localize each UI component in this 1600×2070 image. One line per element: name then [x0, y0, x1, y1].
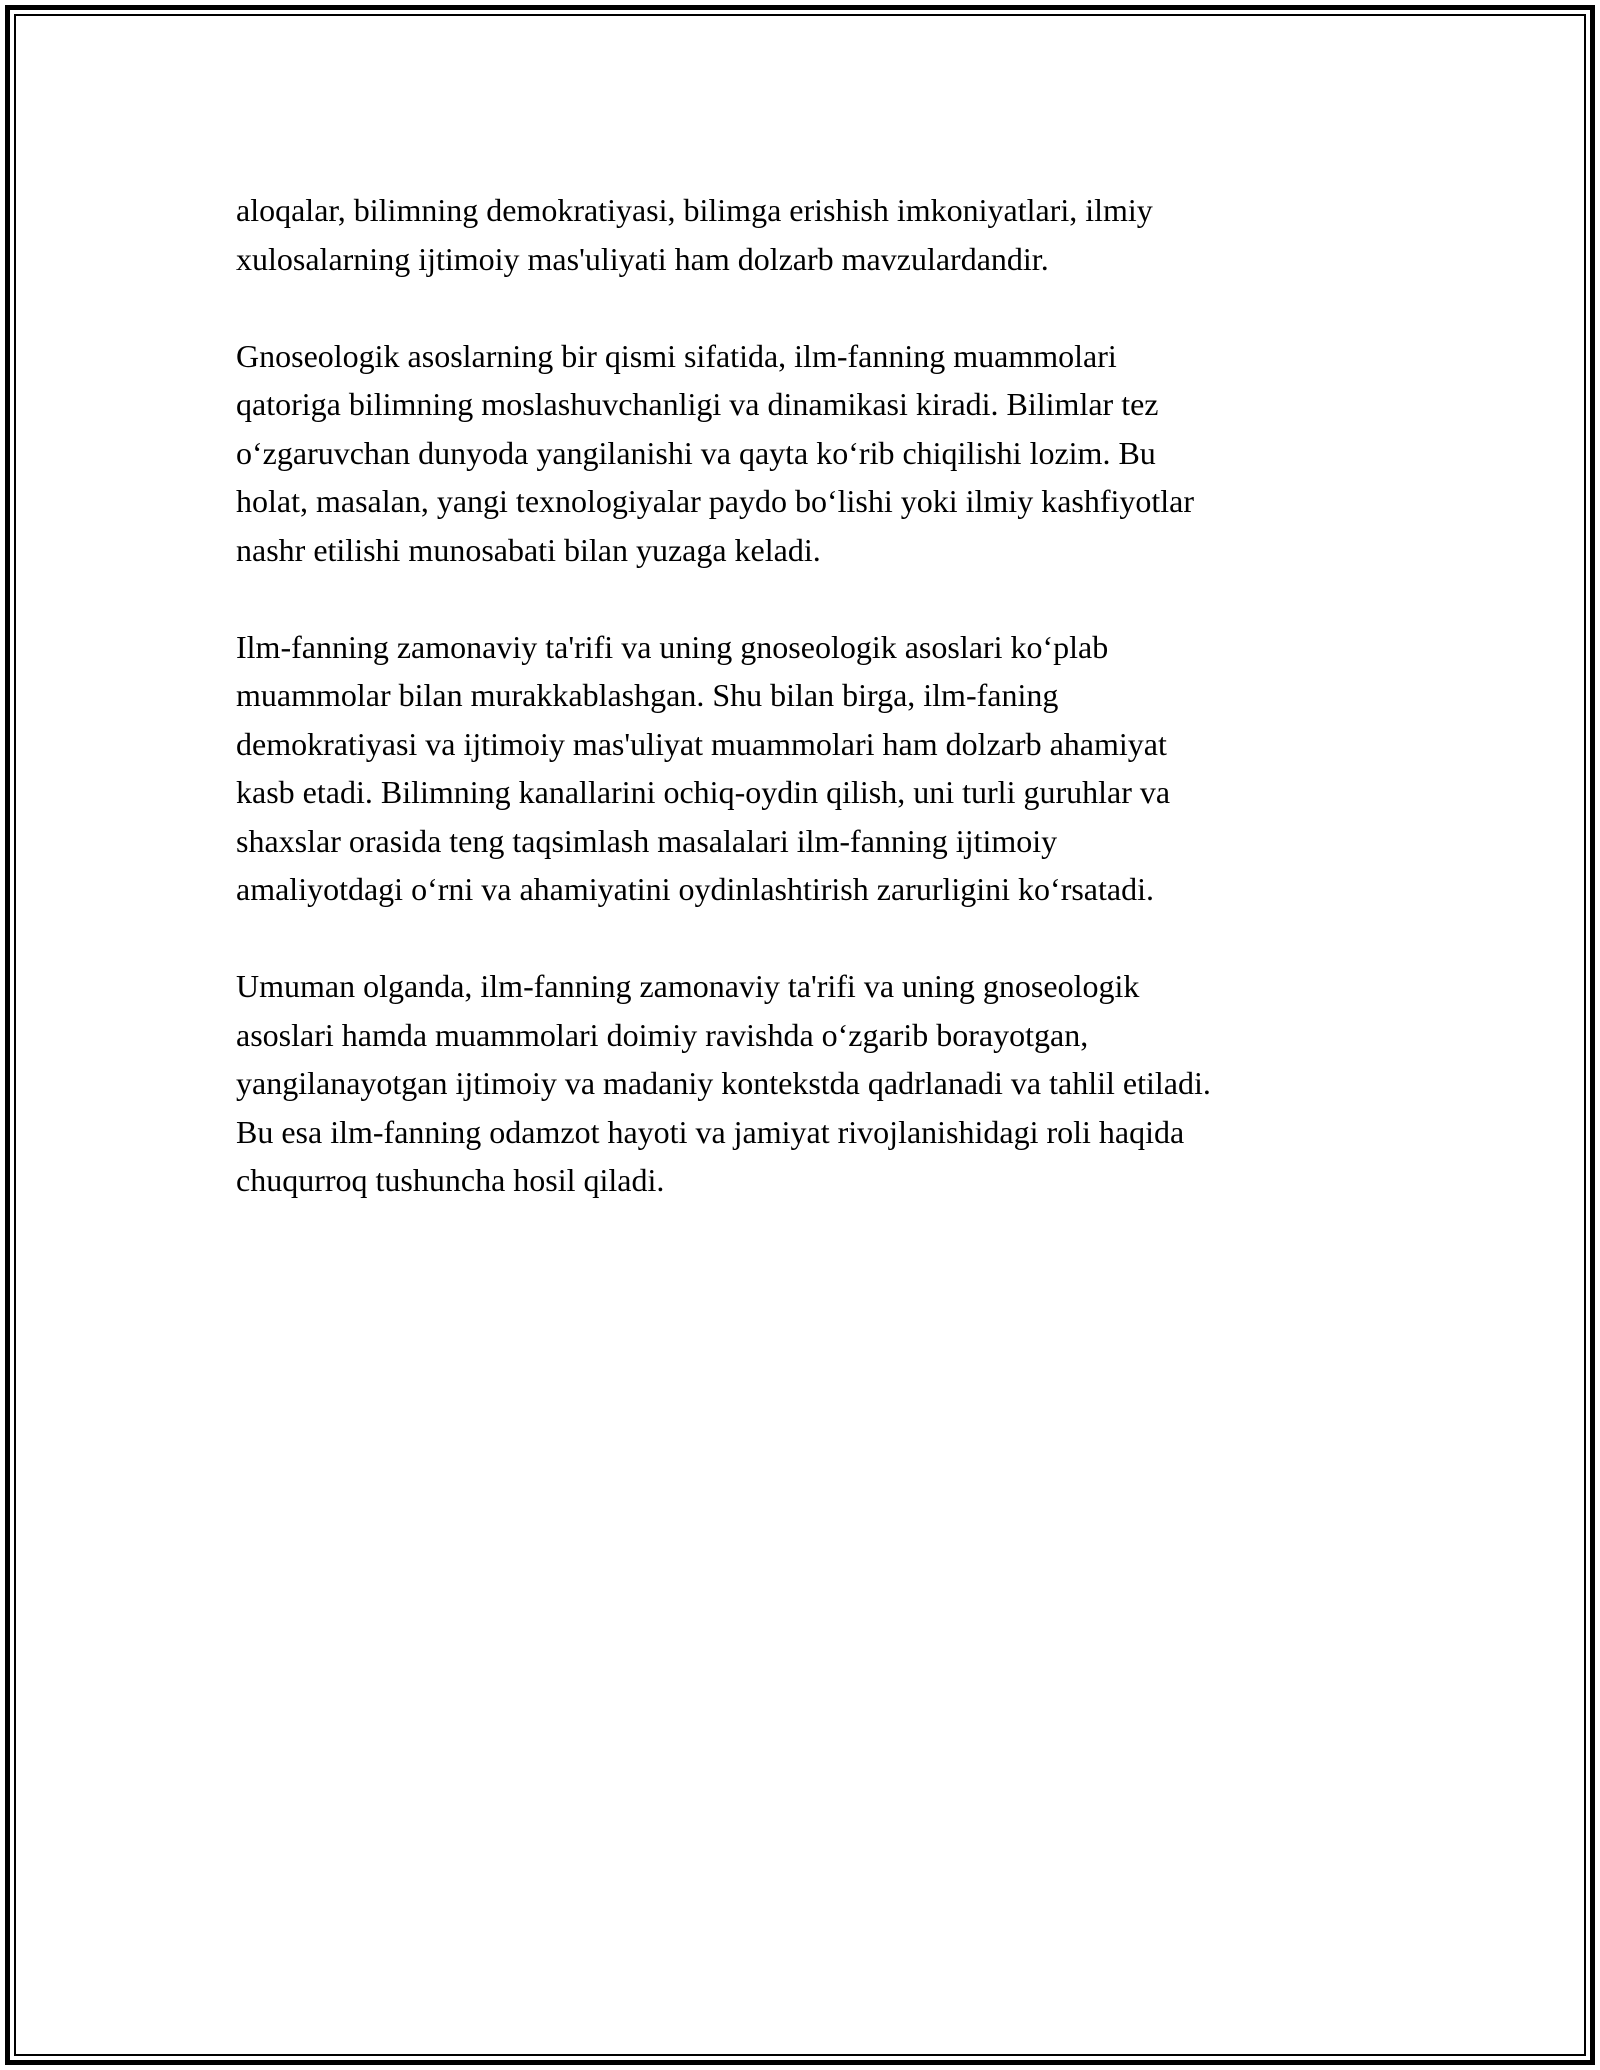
text-line: yangilanayotgan ijtimoiy va madaniy kontekstda qadrlanadi va tahlil etiladi.: [236, 1065, 1211, 1101]
text-line: demokratiyasi va ijtimoiy mas'uliyat muammolari ham dolzarb ahamiyat: [236, 725, 1167, 762]
text-line: shaxslar orasida teng taqsimlash masalalari ilm-fanning ijtimoiy: [236, 822, 1058, 859]
text-line: Ilm-fanning zamonaviy ta'rifi va uning gnoseologik asoslari ko‘plab: [236, 628, 1109, 665]
text-line: aloqalar, bilimning demokratiyasi, bilimga erishish imkoniyatlari, ilmiy: [236, 192, 1153, 228]
text-line: holat, masalan, yangi texnologiyalar paydo bo‘lishi yoki ilmiy kashfiyotlar: [236, 483, 1195, 519]
text-line: nashr etilishi munosabati bilan yuzaga keladi.: [236, 531, 821, 568]
text-line: amaliyotdagi o‘rni va ahamiyatini oydinlashtirish zarurligini ko‘rsatadi.: [236, 871, 1154, 907]
text-line: kasb etadi. Bilimning kanallarini ochiq-oydin qilish, uni turli guruhlar va: [236, 774, 1171, 810]
text-line: muammolar bilan murakkablashgan. Shu bilan birga, ilm-faning: [236, 677, 1059, 713]
text-line: xulosalarning ijtimoiy mas'uliyati ham dolzarb mavzulardandir.: [236, 240, 1049, 277]
text-line: chuqurroq tushuncha hosil qiladi.: [236, 1162, 665, 1198]
paragraph-3: [236, 623, 1356, 914]
paragraph-4: [236, 962, 1356, 1205]
text-line: Umuman olganda, ilm-fanning zamonaviy ta'rifi va uning gnoseologik: [236, 968, 1140, 1004]
text-line: Bu esa ilm-fanning odamzot hayoti va jamiyat rivojlanishidagi roli haqida: [236, 1113, 1185, 1150]
paragraph-1: [236, 186, 1356, 283]
document-body: [236, 186, 1356, 1205]
text-line: qatoriga bilimning moslashuvchanligi va dinamikasi kiradi. Bilimlar tez: [236, 386, 1159, 422]
text-line: asoslari hamda muammolari doimiy ravishda o‘zgarib borayotgan,: [236, 1016, 1089, 1053]
paragraph-2: [236, 332, 1356, 575]
text-line: Gnoseologik asoslarning bir qismi sifatida, ilm-fanning muammolari: [236, 337, 1117, 374]
text-line: o‘zgaruvchan dunyoda yangilanishi va qayta ko‘rib chiqilishi lozim. Bu: [236, 434, 1156, 471]
